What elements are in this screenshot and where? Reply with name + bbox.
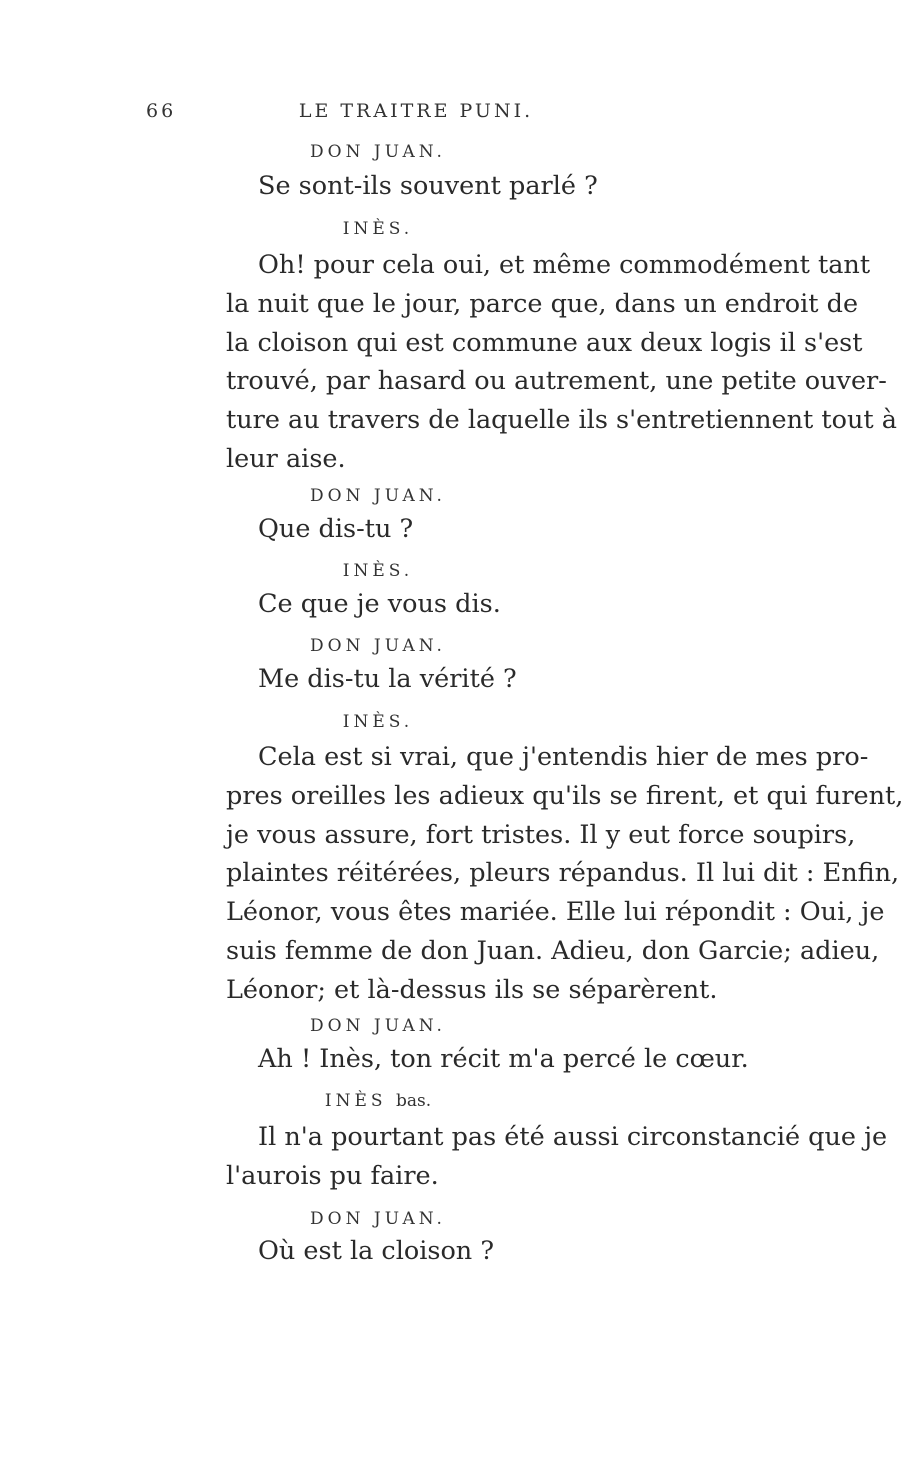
dialogue-line: Me dis-tu la vérité ? — [258, 664, 517, 694]
speaker-label: DON JUAN. — [310, 636, 446, 656]
dialogue-line: la cloison qui est commune aux deux logis il s'est — [226, 327, 863, 358]
speaker-label: INÈS. — [342, 712, 414, 732]
page-header — [146, 100, 686, 126]
stage-direction: bas. — [395, 1091, 432, 1111]
speaker-label: INÈS. — [342, 561, 414, 581]
dialogue-line: la nuit que le jour, parce que, dans un endroit de — [226, 288, 859, 319]
dialogue-line: Ah ! Inès, ton récit m'a percé le cœur. — [258, 1044, 749, 1074]
dialogue-paragraph — [226, 246, 897, 479]
dialogue-line: ture au travers de laquelle ils s'entretiennent tout à — [226, 405, 897, 436]
dialogue-line: Cela est si vrai, que j'entendis hier de mes pro- — [258, 742, 869, 772]
dialogue-paragraph — [226, 738, 903, 1010]
speaker-name: INÈS — [324, 1091, 387, 1111]
dialogue-line: l'aurois pu faire. — [226, 1160, 439, 1191]
dialogue-line: Léonor; et là-dessus ils se séparèrent. — [226, 974, 718, 1005]
dialogue-line: Léonor, vous êtes mariée. Elle lui répondit : Oui, je — [226, 897, 885, 928]
running-title: LE TRAITRE PUNI. — [298, 100, 534, 122]
dialogue-line: Oh! pour cela oui, et même commodément tant — [258, 250, 871, 280]
dialogue-line: Il n'a pourtant pas été aussi circonstancié que je — [258, 1122, 888, 1152]
dialogue-line: plaintes réitérées, pleurs répandus. Il lui dit : Enfin, — [226, 858, 900, 889]
dialogue-line: suis femme de don Juan. Adieu, don Garcie; adieu, — [226, 935, 880, 966]
dialogue-line: Où est la cloison ? — [258, 1236, 495, 1266]
page-number: 66 — [146, 100, 177, 122]
dialogue-line: je vous assure, fort tristes. Il y eut force soupirs, — [226, 819, 856, 850]
dialogue-line: Se sont-ils souvent parlé ? — [258, 171, 598, 201]
dialogue-line: trouvé, par hasard ou autrement, une petite ouver- — [226, 366, 887, 397]
speaker-label: DON JUAN. — [310, 1209, 446, 1229]
speaker-label — [108, 1091, 648, 1111]
dialogue-line: leur aise. — [226, 443, 346, 474]
dialogue-line: Ce que je vous dis. — [258, 589, 501, 619]
dialogue-line: pres oreilles les adieux qu'ils se firent, et qui furent, — [226, 780, 903, 811]
dialogue-line: Que dis-tu ? — [258, 514, 414, 544]
speaker-label: DON JUAN. — [310, 486, 446, 506]
dialogue-paragraph — [226, 1118, 888, 1196]
speaker-label: DON JUAN. — [310, 142, 446, 162]
speaker-label: DON JUAN. — [310, 1016, 446, 1036]
speaker-label: INÈS. — [342, 219, 414, 239]
